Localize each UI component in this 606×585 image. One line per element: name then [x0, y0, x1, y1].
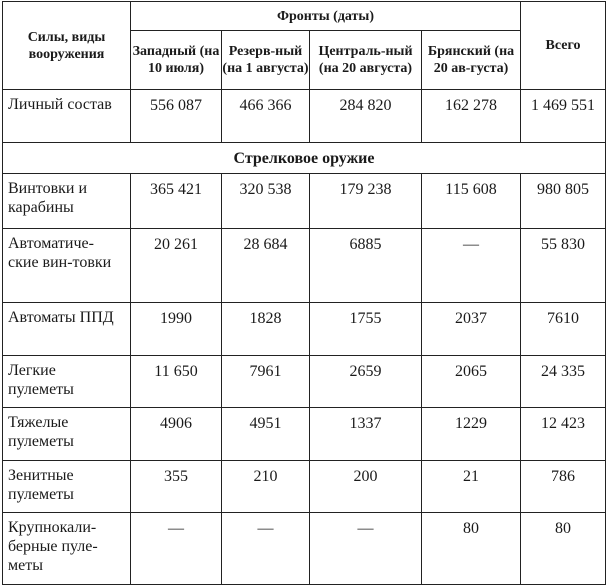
- cell-value: 1229: [422, 408, 521, 461]
- cell-total: 12 423: [521, 408, 606, 461]
- row-label: Легкие пулеметы: [3, 356, 131, 408]
- cell-value: 21: [422, 461, 521, 513]
- table-row: [3, 229, 606, 303]
- cell-value: 466 366: [222, 90, 310, 143]
- table-row: [3, 174, 606, 229]
- cell-value: 28 684: [222, 229, 310, 303]
- cell-total: 24 335: [521, 356, 606, 408]
- corner-header: Силы, виды вооружения: [3, 2, 131, 90]
- cell-value: 2037: [422, 303, 521, 356]
- fronts-group-header: Фронты (даты): [131, 2, 521, 31]
- cell-value: —: [131, 513, 222, 585]
- cell-value: —: [310, 513, 422, 585]
- cell-value: 4906: [131, 408, 222, 461]
- total-header: Всего: [521, 2, 606, 90]
- front-header-bryansk: Брянский (на 20 ав-густа): [422, 31, 521, 90]
- row-label: Автоматы ППД: [3, 303, 131, 356]
- table-row: [3, 408, 606, 461]
- section-title: Стрелковое оружие: [3, 143, 606, 174]
- cell-total: 55 830: [521, 229, 606, 303]
- cell-value: 20 261: [131, 229, 222, 303]
- table-row: [3, 461, 606, 513]
- cell-total: 80: [521, 513, 606, 585]
- row-label: Крупнокали-берные пуле-меты: [3, 513, 131, 585]
- row-label: Тяжелые пулеметы: [3, 408, 131, 461]
- cell-value: 6885: [310, 229, 422, 303]
- cell-total: 786: [521, 461, 606, 513]
- cell-value: 1828: [222, 303, 310, 356]
- table-row: [3, 356, 606, 408]
- front-header-central: Централь-ный (на 20 августа): [310, 31, 422, 90]
- cell-value: 210: [222, 461, 310, 513]
- cell-value: —: [222, 513, 310, 585]
- cell-total: 7610: [521, 303, 606, 356]
- cell-value: 179 238: [310, 174, 422, 229]
- row-label: Зенитные пулеметы: [3, 461, 131, 513]
- cell-value: 11 650: [131, 356, 222, 408]
- cell-value: 4951: [222, 408, 310, 461]
- cell-value: 355: [131, 461, 222, 513]
- table-row: [3, 303, 606, 356]
- cell-value: 1337: [310, 408, 422, 461]
- table-row: [3, 90, 606, 143]
- cell-value: 1990: [131, 303, 222, 356]
- cell-value: 162 278: [422, 90, 521, 143]
- row-label: Личный состав: [3, 90, 131, 143]
- cell-value: 200: [310, 461, 422, 513]
- cell-value: 80: [422, 513, 521, 585]
- cell-value: 2659: [310, 356, 422, 408]
- cell-total: 980 805: [521, 174, 606, 229]
- cell-value: 365 421: [131, 174, 222, 229]
- cell-value: 320 538: [222, 174, 310, 229]
- cell-value: —: [422, 229, 521, 303]
- cell-value: 284 820: [310, 90, 422, 143]
- cell-total: 1 469 551: [521, 90, 606, 143]
- row-label: Автоматиче-ские вин-товки: [3, 229, 131, 303]
- table-row: [3, 513, 606, 585]
- row-label: Винтовки и карабины: [3, 174, 131, 229]
- cell-value: 556 087: [131, 90, 222, 143]
- front-header-western: Западный (на 10 июля): [131, 31, 222, 90]
- cell-value: 7961: [222, 356, 310, 408]
- cell-value: 2065: [422, 356, 521, 408]
- cell-value: 1755: [310, 303, 422, 356]
- weapons-table: [2, 1, 606, 585]
- cell-value: 115 608: [422, 174, 521, 229]
- front-header-reserve: Резерв-ный (на 1 августа): [222, 31, 310, 90]
